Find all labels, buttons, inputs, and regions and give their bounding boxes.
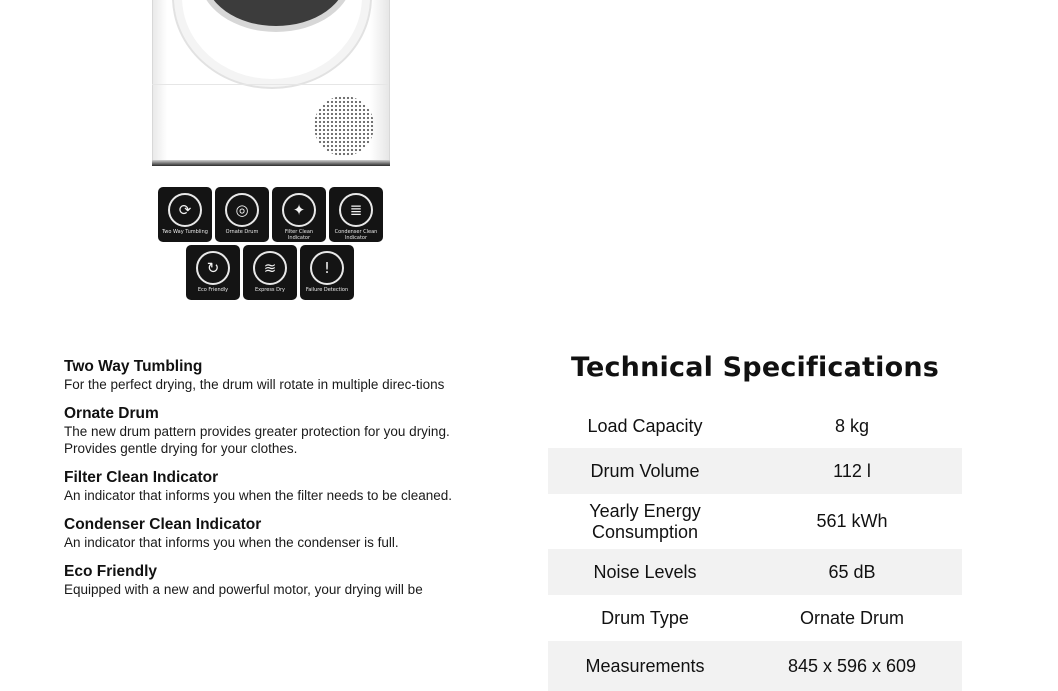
spec-key: Noise Levels bbox=[593, 561, 697, 582]
feature-title: Two Way Tumbling bbox=[64, 358, 203, 375]
feature-tile-label: Two Way Tumbling bbox=[162, 229, 208, 235]
spec-key: Load Capacity bbox=[587, 415, 703, 436]
spec-key: Drum Volume bbox=[590, 460, 700, 481]
feature-title: Condenser Clean Indicator bbox=[64, 516, 262, 533]
feature-title: Ornate Drum bbox=[64, 405, 159, 422]
feature-tile-label: Ornate Drum bbox=[225, 229, 259, 235]
feature-description: An indicator that informs you when the condenser is full. bbox=[64, 535, 399, 550]
feature-description: For the perfect drying, the drum will rotate in multiple direc-tions bbox=[64, 377, 445, 392]
feature-tile-failure-detection bbox=[300, 245, 354, 300]
feature-tile-express-dry bbox=[243, 245, 297, 300]
spec-value: 845 x 596 x 609 bbox=[787, 655, 917, 676]
feature-title: Filter Clean Indicator bbox=[64, 469, 219, 486]
feature-tile-label: Express Dry bbox=[255, 287, 285, 293]
dryer-vent bbox=[314, 96, 374, 156]
spec-row bbox=[548, 595, 962, 641]
spec-key: Drum Type bbox=[601, 607, 689, 628]
feature-description: Equipped with a new and powerful motor, your drying will be bbox=[64, 582, 423, 597]
feature-description: An indicator that informs you when the filter needs to be cleaned. bbox=[64, 488, 452, 503]
spec-row bbox=[548, 494, 962, 549]
feature-tile-label: Eco Friendly bbox=[197, 287, 229, 293]
specs-title: Technical Specifications bbox=[570, 352, 940, 383]
alert-icon: ! bbox=[310, 251, 344, 285]
feature-item bbox=[64, 516, 484, 551]
rotate-arrows-icon: ⟳ bbox=[168, 193, 202, 227]
feature-item bbox=[64, 563, 484, 598]
sparkle-icon: ✦ bbox=[282, 193, 316, 227]
feature-tile-filter-clean bbox=[272, 187, 326, 242]
spec-row bbox=[548, 404, 962, 448]
spec-row bbox=[548, 549, 962, 595]
product-image bbox=[152, 0, 390, 166]
spec-key: Yearly Energy Consumption bbox=[589, 500, 701, 542]
feature-tile-label: Filter Clean Indicator bbox=[284, 229, 314, 241]
spec-row bbox=[548, 448, 962, 494]
feature-tile-ornate-drum bbox=[215, 187, 269, 242]
specs-table bbox=[548, 404, 962, 691]
feature-tile-eco-friendly bbox=[186, 245, 240, 300]
dryer-base bbox=[152, 160, 390, 166]
feature-description: The new drum pattern provides greater protection for you drying. Provides gentle drying for your clothes. bbox=[64, 424, 450, 456]
spec-value: Ornate Drum bbox=[799, 607, 905, 628]
spec-key: Measurements bbox=[585, 655, 705, 676]
spec-value: 112 l bbox=[833, 460, 871, 481]
spec-value: 65 dB bbox=[828, 561, 876, 582]
feature-tile-label: Failure Detection bbox=[305, 287, 349, 293]
spec-row bbox=[548, 641, 962, 691]
eco-cycle-icon: ↻ bbox=[196, 251, 230, 285]
spec-value: 561 kWh bbox=[816, 511, 888, 531]
heat-waves-icon: ≋ bbox=[253, 251, 287, 285]
feature-tile-two-way-tumbling bbox=[158, 187, 212, 242]
feature-tile-condenser-clean bbox=[329, 187, 383, 242]
feature-item bbox=[64, 358, 484, 393]
panel-divider bbox=[152, 84, 388, 85]
feature-tile-label: Condenser Clean Indicator bbox=[334, 229, 378, 241]
feature-item bbox=[64, 469, 484, 504]
spec-value: 8 kg bbox=[834, 415, 870, 436]
condenser-icon: ≣ bbox=[339, 193, 373, 227]
feature-item bbox=[64, 405, 484, 457]
feature-title: Eco Friendly bbox=[64, 563, 158, 580]
features-list bbox=[64, 358, 484, 610]
drum-icon: ◎ bbox=[225, 193, 259, 227]
